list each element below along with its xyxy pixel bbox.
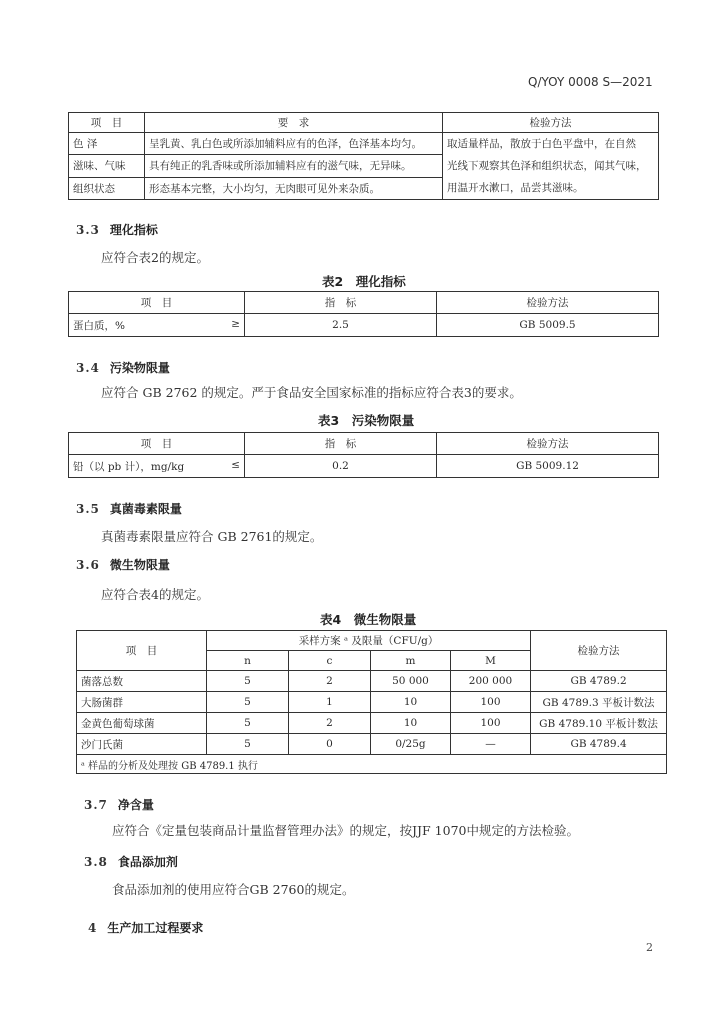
table2-protein-cell <box>69 314 245 337</box>
table4-sub-M: M <box>451 651 531 671</box>
section-3-7-text: 应符合《定量包装商品计量监督管理办法》的规定，按JJF 1070中规定的方法检验。 <box>112 823 579 838</box>
table4-row-c: 2 <box>289 671 371 692</box>
section-3-3-heading <box>76 221 158 238</box>
section-number: 3.5 <box>76 502 100 516</box>
table4-row-method: GB 4789.3 平板计数法 <box>531 692 667 713</box>
section-number: 3.3 <box>76 223 100 237</box>
table-row <box>77 713 667 734</box>
section-3-4-text: 应符合 GB 2762 的规定。严于食品安全国家标准的指标应符合表3的要求。 <box>101 385 522 400</box>
section-3-8-text: 食品添加剂的使用应符合GB 2760的规定。 <box>112 882 355 897</box>
section-4-heading <box>88 919 203 936</box>
table4-footnote: ᵃ 样品的分析及处理按 GB 4789.1 执行 <box>77 755 667 774</box>
table4-row-item: 菌落总数 <box>77 671 207 692</box>
table4-row-m: 10 <box>371 692 451 713</box>
table2-header-item: 项 目 <box>69 292 245 314</box>
table1-header-method: 检验方法 <box>443 113 659 133</box>
section-title: 理化指标 <box>109 223 158 237</box>
table1-method-cell <box>443 133 659 200</box>
table1-row-color-item: 色 泽 <box>69 133 145 155</box>
table3-header-item: 项 目 <box>69 433 245 455</box>
table3-lead-item: 铅（以 pb 计），mg/kg <box>73 460 185 473</box>
table3-lead-value: 0.2 <box>245 455 437 478</box>
table-row <box>77 671 667 692</box>
section-title: 微生物限量 <box>109 558 170 572</box>
section-title: 污染物限量 <box>109 361 170 375</box>
table4-row-n: 5 <box>207 671 289 692</box>
method-line: 用温开水漱口，品尝其滋味。 <box>447 182 584 194</box>
table4-header-plan: 采样方案 ᵃ 及限量（CFU/g） <box>207 631 531 651</box>
table3-header-indicator: 指 标 <box>245 433 437 455</box>
table4-sub-n: n <box>207 651 289 671</box>
table4-row-M: — <box>451 734 531 755</box>
table4-row-method: GB 4789.4 <box>531 734 667 755</box>
section-3-8-heading <box>84 853 178 870</box>
section-3-6-heading <box>76 556 170 573</box>
table1-header-requirement: 要 求 <box>145 113 443 133</box>
table1-row-texture-req: 形态基本完整，大小均匀，无肉眼可见外来杂质。 <box>145 177 443 199</box>
table4-row-m: 50 000 <box>371 671 451 692</box>
section-title: 真菌毒素限量 <box>109 502 182 516</box>
section-number: 3.8 <box>84 855 108 869</box>
page-number: 2 <box>646 941 653 954</box>
table3-lead-method: GB 5009.12 <box>437 455 659 478</box>
table2-protein-sym: ≥ <box>231 317 240 330</box>
table4-row-method: GB 4789.10 平板计数法 <box>531 713 667 734</box>
table3-caption: 表3 污染物限量 <box>318 413 415 428</box>
table3-lead-cell <box>69 455 245 478</box>
table2-header-method: 检验方法 <box>437 292 659 314</box>
section-3-5-heading <box>76 500 182 517</box>
table2-protein-method: GB 5009.5 <box>437 314 659 337</box>
table1-row-taste-req: 具有纯正的乳香味或所添加辅料应有的滋气味，无异味。 <box>145 155 443 177</box>
table4-row-item: 沙门氏菌 <box>77 734 207 755</box>
section-title: 食品添加剂 <box>117 855 178 869</box>
table4-row-n: 5 <box>207 734 289 755</box>
section-number: 3.6 <box>76 558 100 572</box>
physicochemical-table <box>68 291 659 337</box>
table4-row-M: 100 <box>451 692 531 713</box>
table4-caption: 表4 微生物限量 <box>320 612 417 627</box>
section-3-6-text: 应符合表4的规定。 <box>101 587 209 602</box>
table4-row-c: 1 <box>289 692 371 713</box>
section-title: 生产加工过程要求 <box>107 921 204 935</box>
method-line: 光线下观察其色泽和组织状态，闻其气味， <box>447 160 647 172</box>
table4-row-M: 200 000 <box>451 671 531 692</box>
table4-row-c: 0 <box>289 734 371 755</box>
table1-row-color-req: 呈乳黄、乳白色或所添加辅料应有的色泽，色泽基本均匀。 <box>145 133 443 155</box>
table4-row-item: 大肠菌群 <box>77 692 207 713</box>
section-3-4-heading <box>76 359 170 376</box>
table4-row-M: 100 <box>451 713 531 734</box>
table4-row-n: 5 <box>207 692 289 713</box>
table2-protein-value: 2.5 <box>245 314 437 337</box>
table4-header-method: 检验方法 <box>531 631 667 671</box>
table4-row-item: 金黄色葡萄球菌 <box>77 713 207 734</box>
table-row <box>77 734 667 755</box>
table4-row-c: 2 <box>289 713 371 734</box>
method-line: 取适量样品，散放于白色平盘中，在自然 <box>447 138 636 150</box>
section-3-3-text: 应符合表2的规定。 <box>101 250 209 265</box>
section-title: 净含量 <box>117 798 154 812</box>
table4-row-n: 5 <box>207 713 289 734</box>
table4-row-m: 10 <box>371 713 451 734</box>
table4-sub-c: c <box>289 651 371 671</box>
section-number: 3.7 <box>84 798 108 812</box>
table1-row-texture-item: 组织状态 <box>69 177 145 199</box>
table4-sub-m: m <box>371 651 451 671</box>
table2-caption: 表2 理化指标 <box>322 274 406 289</box>
table4-row-method: GB 4789.2 <box>531 671 667 692</box>
section-3-7-heading <box>84 796 154 813</box>
table1-row-taste-item: 滋味、气味 <box>69 155 145 177</box>
sensory-requirements-table <box>68 112 659 200</box>
contaminants-table <box>68 432 659 478</box>
section-number: 4 <box>88 921 98 935</box>
section-number: 3.4 <box>76 361 100 375</box>
microbial-limits-table <box>76 630 667 774</box>
table2-protein-item: 蛋白质，% <box>73 319 125 332</box>
section-3-5-text: 真菌毒素限量应符合 GB 2761的规定。 <box>101 529 323 544</box>
table2-header-indicator: 指 标 <box>245 292 437 314</box>
document-code: Q/YOY 0008 S—2021 <box>528 75 653 89</box>
table-row <box>77 692 667 713</box>
table3-lead-sym: ≤ <box>231 458 240 471</box>
table4-row-m: 0/25g <box>371 734 451 755</box>
table3-header-method: 检验方法 <box>437 433 659 455</box>
table1-header-item: 项 目 <box>69 113 145 133</box>
table4-header-item: 项 目 <box>77 631 207 671</box>
